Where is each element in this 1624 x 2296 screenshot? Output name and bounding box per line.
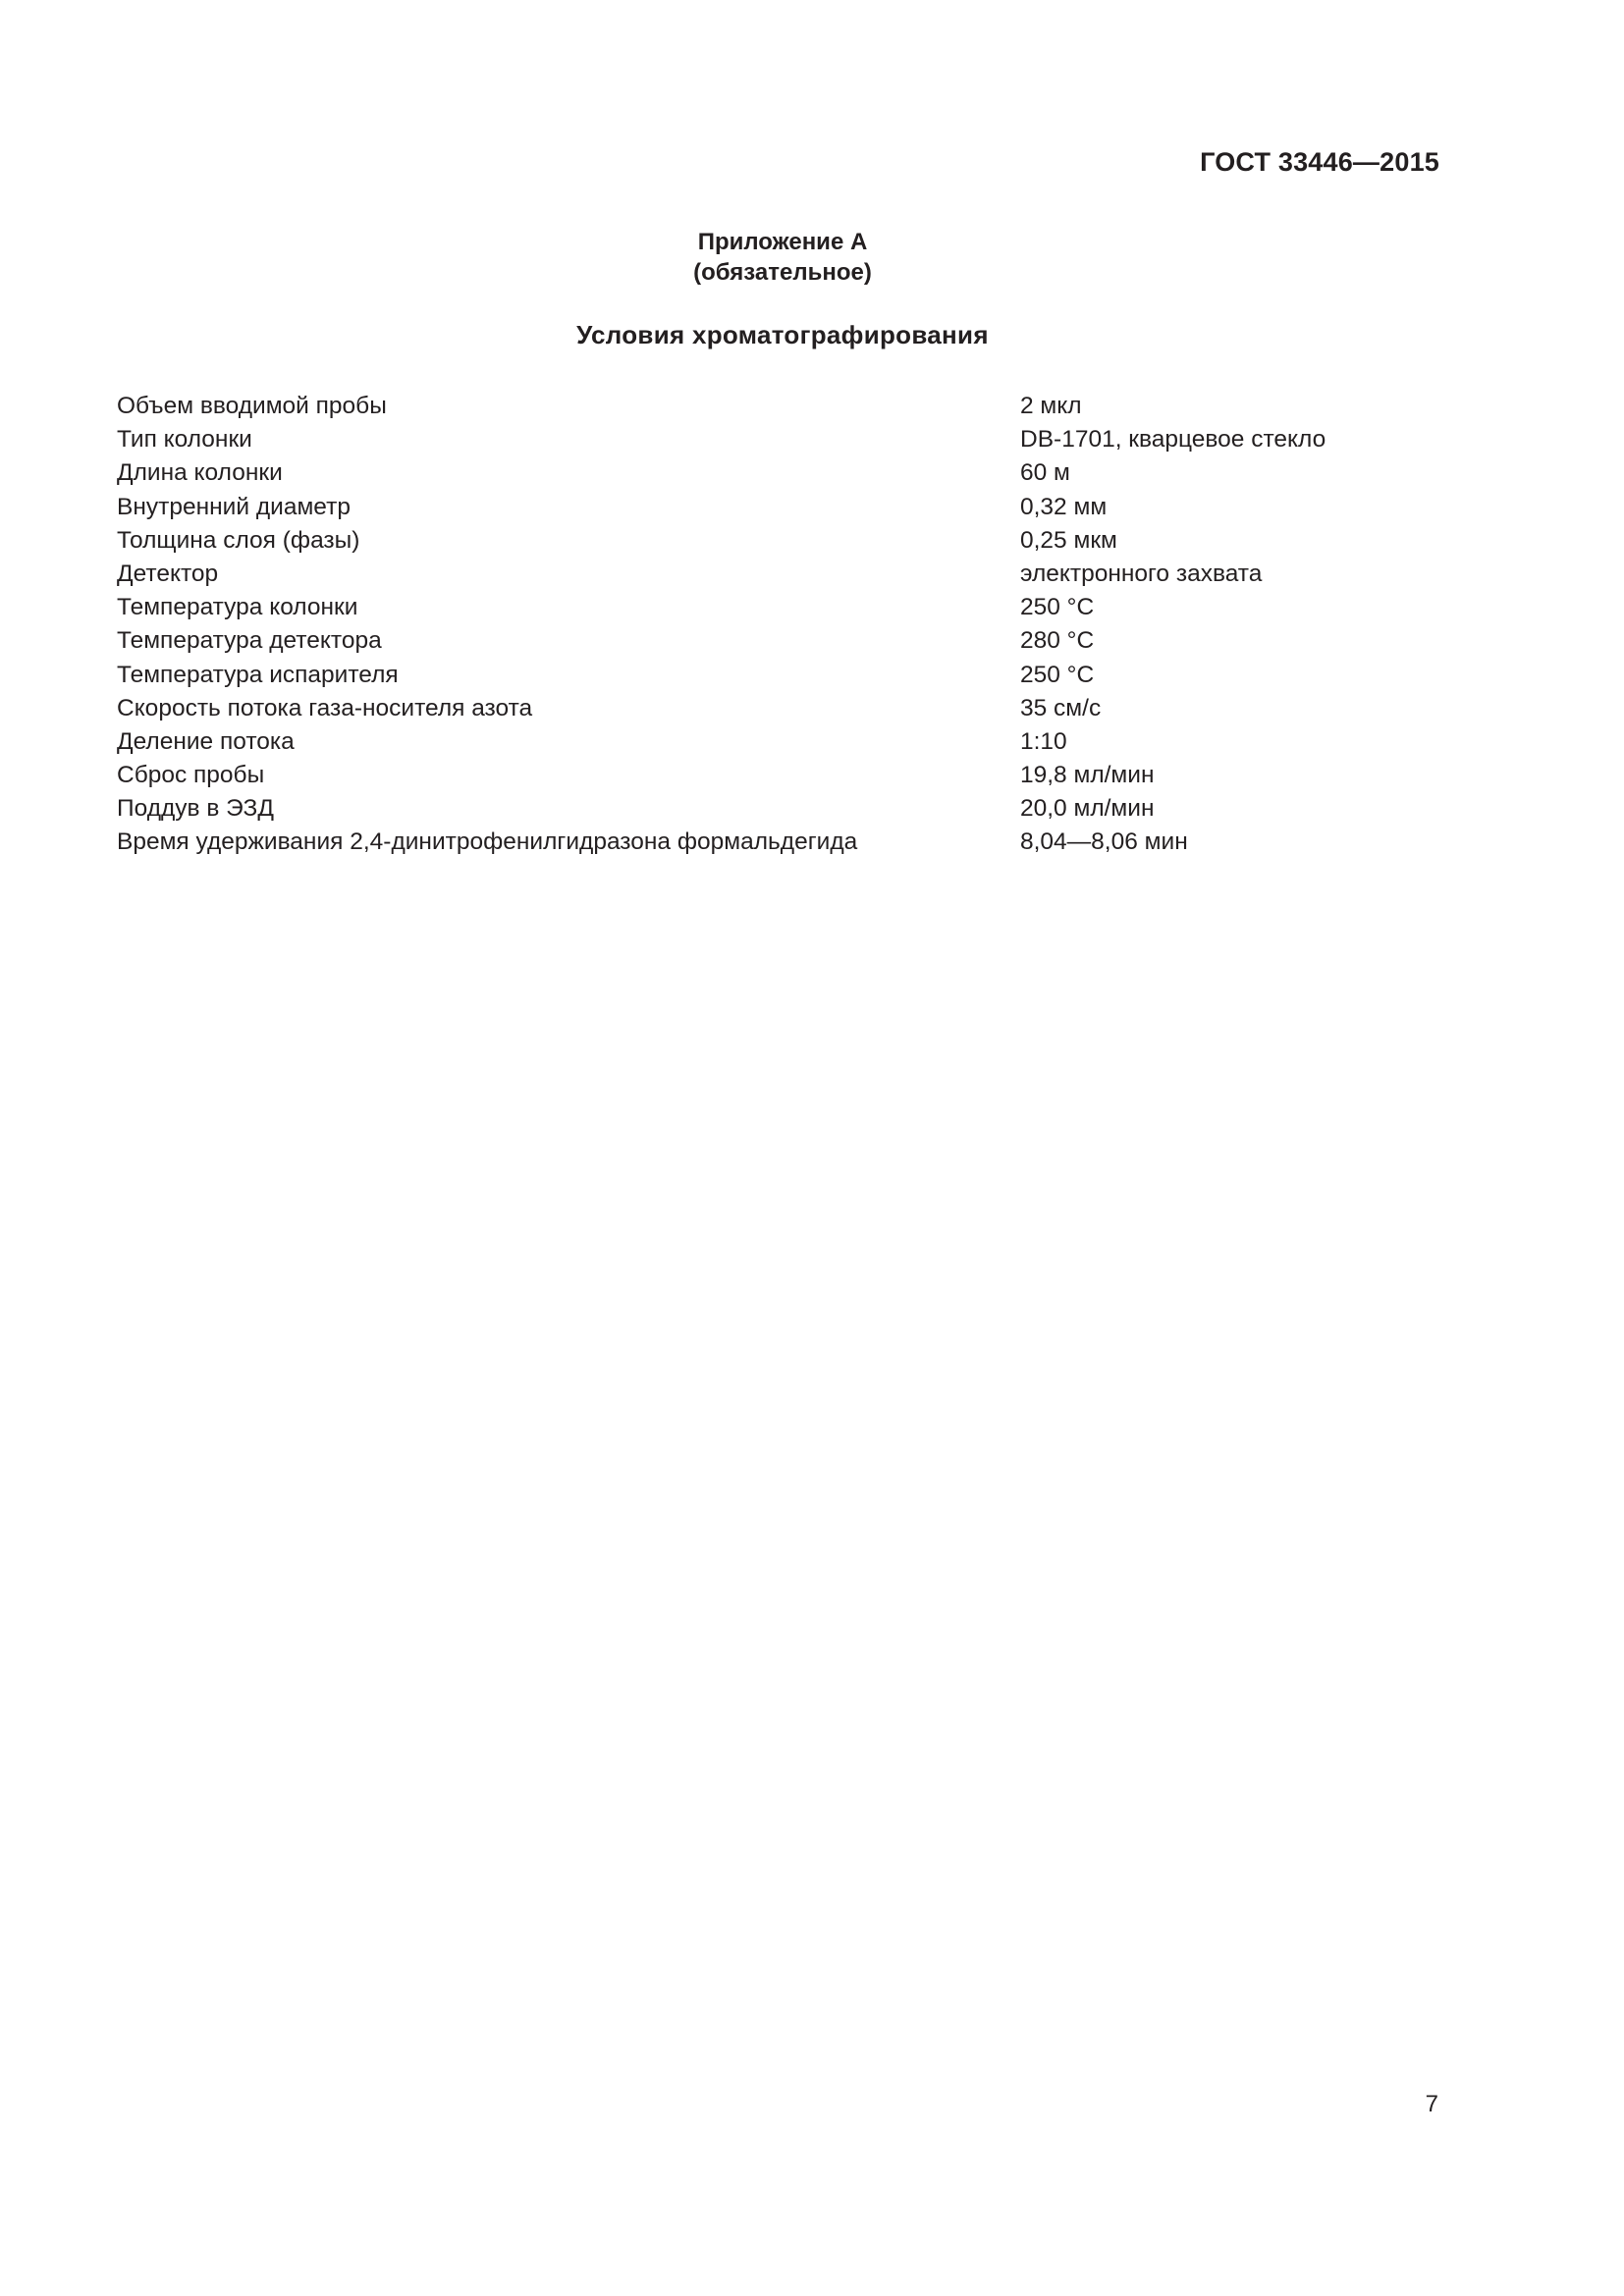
condition-value: 19,8 мл/мин bbox=[1020, 762, 1155, 789]
condition-value: DB-1701, кварцевое стекло bbox=[1020, 426, 1326, 454]
condition-value: 0,25 мкм bbox=[1020, 526, 1117, 554]
condition-row bbox=[117, 456, 1393, 490]
condition-row bbox=[117, 759, 1393, 792]
condition-value: 20,0 мл/мин bbox=[1020, 795, 1155, 823]
condition-row bbox=[117, 591, 1393, 624]
appendix-status: (обязательное) bbox=[693, 259, 872, 286]
condition-parameter: Время удерживания 2,4-динитрофенилгидразона формальдегида bbox=[117, 828, 858, 856]
document-code: ГОСТ 33446—2015 bbox=[1200, 147, 1439, 177]
condition-value: 250 °С bbox=[1020, 661, 1095, 688]
condition-parameter: Поддув в ЭЗД bbox=[117, 795, 274, 823]
condition-row bbox=[117, 725, 1393, 759]
condition-row bbox=[117, 826, 1393, 859]
condition-value: 60 м bbox=[1020, 459, 1070, 487]
page-number: 7 bbox=[1425, 2091, 1438, 2117]
chromatography-conditions-list bbox=[117, 390, 1393, 860]
condition-row bbox=[117, 390, 1393, 423]
condition-parameter: Температура детектора bbox=[117, 627, 382, 655]
condition-parameter: Длина колонки bbox=[117, 459, 283, 487]
condition-value: 35 см/с bbox=[1020, 694, 1102, 721]
appendix-title: Приложение А bbox=[697, 229, 868, 255]
condition-parameter: Сброс пробы bbox=[117, 762, 265, 789]
condition-value: 0,32 мм bbox=[1020, 493, 1108, 520]
condition-row bbox=[117, 491, 1393, 524]
section-title: Условия хроматографирования bbox=[576, 320, 989, 349]
condition-row bbox=[117, 659, 1393, 692]
condition-parameter: Детектор bbox=[117, 560, 219, 587]
condition-parameter: Скорость потока газа-носителя азота bbox=[117, 694, 533, 721]
condition-row bbox=[117, 624, 1393, 658]
condition-row bbox=[117, 558, 1393, 591]
condition-row bbox=[117, 692, 1393, 725]
condition-parameter: Внутренний диаметр bbox=[117, 493, 351, 520]
condition-row bbox=[117, 423, 1393, 456]
condition-parameter: Тип колонки bbox=[117, 426, 252, 454]
condition-parameter: Толщина слоя (фазы) bbox=[117, 526, 360, 554]
condition-parameter: Температура колонки bbox=[117, 594, 358, 621]
condition-value: 280 °С bbox=[1020, 627, 1095, 655]
condition-value: 1:10 bbox=[1020, 727, 1067, 755]
condition-value: электронного захвата bbox=[1020, 560, 1263, 587]
condition-row bbox=[117, 792, 1393, 826]
condition-row bbox=[117, 524, 1393, 558]
condition-parameter: Деление потока bbox=[117, 727, 295, 755]
condition-parameter: Объем вводимой пробы bbox=[117, 393, 387, 419]
condition-value: 8,04—8,06 мин bbox=[1020, 828, 1188, 856]
condition-value: 250 °С bbox=[1020, 594, 1095, 621]
condition-parameter: Температура испарителя bbox=[117, 661, 399, 688]
condition-value: 2 мкл bbox=[1020, 393, 1082, 419]
